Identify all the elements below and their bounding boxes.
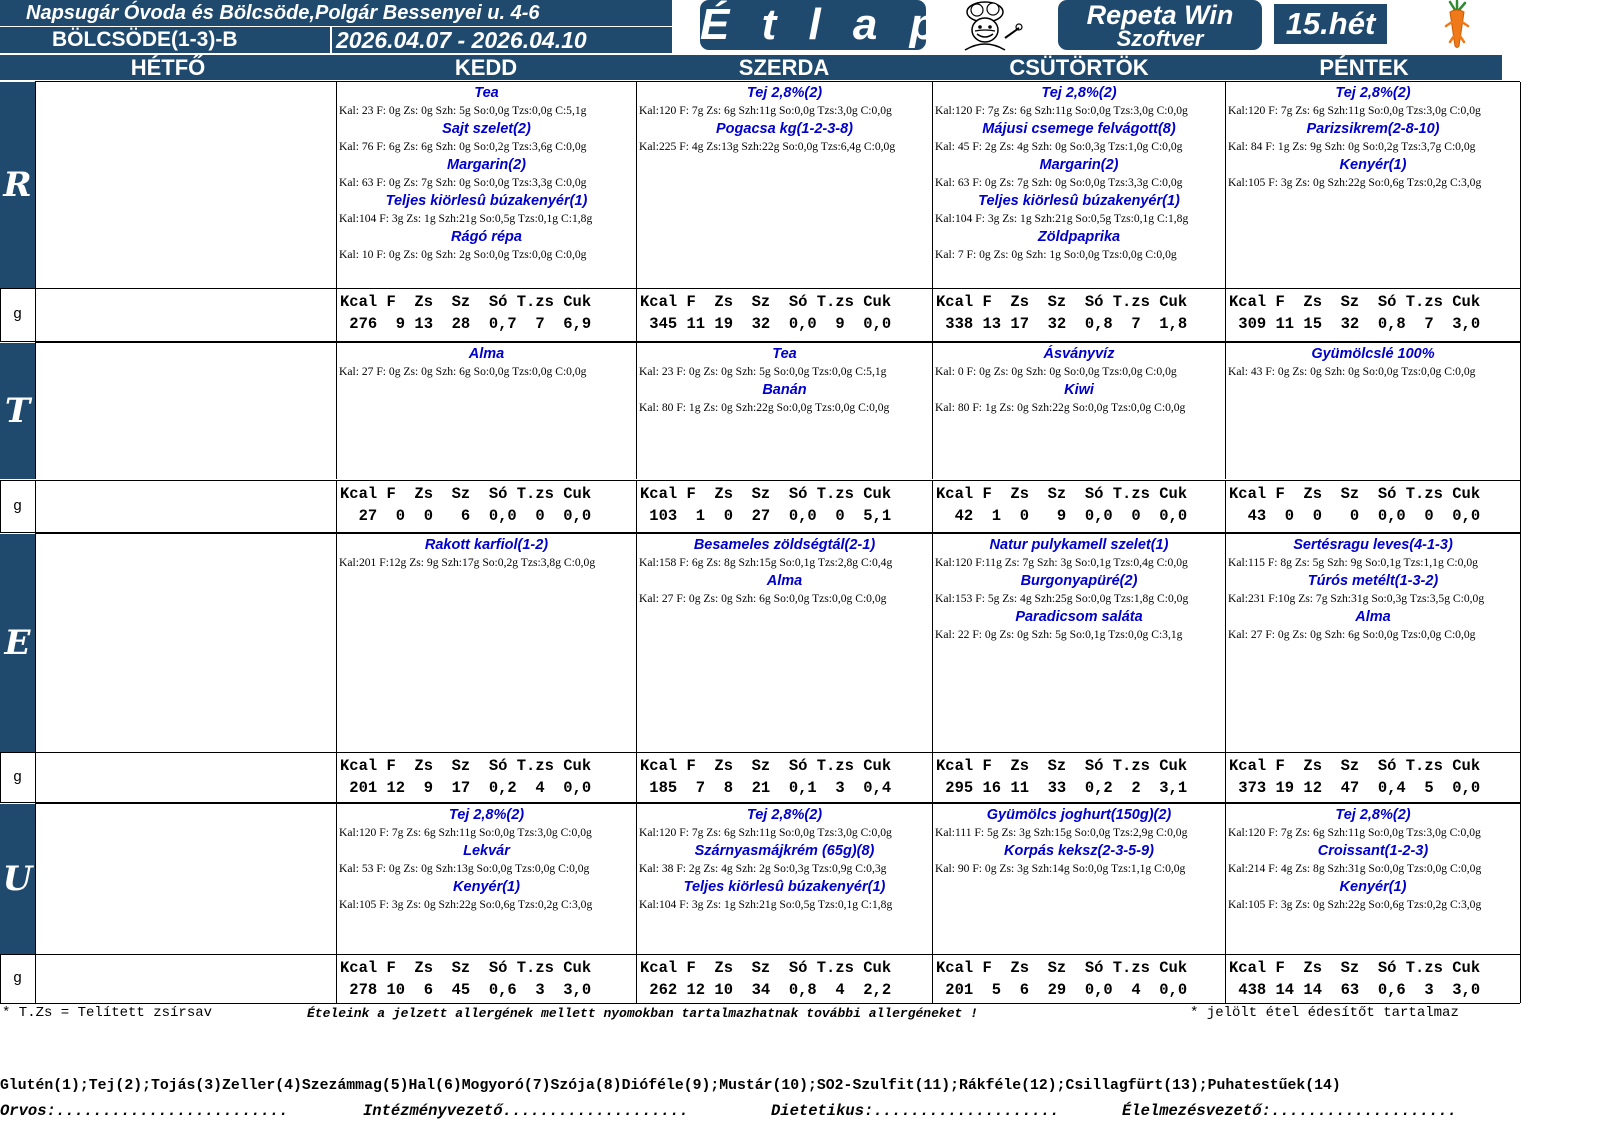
totals-cell-wednesday [636, 481, 932, 532]
row-divider [0, 1003, 1520, 1004]
nutrition-info: Kal: 45 F: 2g Zs: 4g Szh: 0g So:0,3g Tzs:1,0g C:0,0g [935, 140, 1183, 153]
footnote-allergen: Ételeink a jelzett allergének mellett nyomokban tartalmazhatnak további allergéneket ! [307, 1006, 978, 1021]
totals-values: 338 13 17 32 0,8 7 1,8 [936, 315, 1188, 333]
totals-cell-thursday [932, 481, 1225, 532]
meal-label-t: T [0, 343, 35, 479]
food-name: Tej 2,8%(2) [1335, 85, 1411, 101]
totals-header: Kcal F Zs Sz Só T.zs Cuk [340, 293, 592, 311]
menu-cell-t-thursday [932, 343, 1225, 479]
nutrition-info: Kal: 53 F: 0g Zs: 0g Szh:13g So:0,0g Tzs:0,0g C:0,0g [339, 862, 590, 875]
software-name: Repeta Win [1086, 0, 1234, 30]
food-name: Tej 2,8%(2) [1335, 807, 1411, 823]
day-thursday: CSÜTÖRTÖK [1009, 55, 1149, 80]
food-name: Ásványvíz [1043, 346, 1115, 362]
totals-values: 27 0 0 6 0,0 0 0,0 [340, 507, 592, 525]
totals-cell-friday [1225, 955, 1520, 1003]
nutrition-info: Kal:120 F: 7g Zs: 6g Szh:11g So:0,0g Tzs:3,0g C:0,0g [339, 826, 592, 839]
menu-cell-e-friday [1225, 534, 1520, 752]
totals-header: Kcal F Zs Sz Só T.zs Cuk [1229, 757, 1481, 775]
totals-values: 438 14 14 63 0,6 3 3,0 [1229, 981, 1481, 999]
food-name: Croissant(1-2-3) [1317, 843, 1429, 859]
food-name: Sertésragu leves(4-1-3) [1293, 537, 1453, 553]
menu-cell-e-wednesday [636, 534, 932, 752]
nutrition-info: Kal:120 F:11g Zs: 7g Szh: 3g So:0,1g Tzs:0,4g C:0,0g [935, 556, 1188, 569]
nutrition-info: Kal: 84 F: 1g Zs: 9g Szh: 0g So:0,2g Tzs:3,7g C:0,0g [1228, 140, 1476, 153]
totals-header: Kcal F Zs Sz Só T.zs Cuk [1229, 959, 1481, 977]
totals-header: Kcal F Zs Sz Só T.zs Cuk [640, 757, 892, 775]
food-name: Besameles zöldségtál(2-1) [693, 537, 876, 553]
group-name: BÖLCSÖDE(1-3)-B [0, 27, 330, 53]
menu-cell-t-tuesday [336, 343, 636, 479]
totals-cell-monday [35, 481, 336, 532]
totals-header: Kcal F Zs Sz Só T.zs Cuk [640, 485, 892, 503]
meal-label-u: U [0, 804, 35, 954]
totals-header: Kcal F Zs Sz Só T.zs Cuk [340, 485, 592, 503]
food-name: Parizsikrem(2-8-10) [1306, 121, 1440, 137]
nutrition-info: Kal: 7 F: 0g Zs: 0g Szh: 1g So:0,0g Tzs:0,0g C:0,0g [935, 248, 1177, 261]
nutrition-info: Kal: 10 F: 0g Zs: 0g Szh: 2g So:0,0g Tzs:0,0g C:0,0g [339, 248, 587, 261]
nutrition-info: Kal:120 F: 7g Zs: 6g Szh:11g So:0,0g Tzs:3,0g C:0,0g [935, 104, 1188, 117]
totals-values: 309 11 15 32 0,8 7 3,0 [1229, 315, 1481, 333]
school-name: Napsugár Óvoda és Bölcsöde,Polgár Bessenyei u. 4-6 [0, 0, 672, 26]
nutrition-info: Kal: 22 F: 0g Zs: 0g Szh: 5g So:0,1g Tzs:0,0g C:3,1g [935, 628, 1183, 641]
menu-cell-e-thursday [932, 534, 1225, 752]
nutrition-info: Kal:105 F: 3g Zs: 0g Szh:22g So:0,6g Tzs:0,2g C:3,0g [339, 898, 593, 911]
carrot-icon [1440, 0, 1474, 50]
menu-cell-t-friday [1225, 343, 1520, 479]
nutrition-info: Kal:225 F: 4g Zs:13g Szh:22g So:0,0g Tzs:6,4g C:0,0g [639, 140, 896, 153]
day-wednesday: SZERDA [738, 55, 830, 80]
food-name: Tej 2,8%(2) [746, 807, 823, 823]
nutrition-info: Kal:115 F: 8g Zs: 5g Szh: 9g So:0,1g Tzs:1,1g C:0,0g [1228, 556, 1478, 569]
totals-values: 42 1 0 9 0,0 0 0,0 [936, 507, 1188, 525]
sign-catering: Élelmezésvezető:.................... [1122, 1102, 1457, 1120]
menu-cell-u-monday [35, 804, 336, 954]
totals-unit-label: g [0, 955, 34, 1003]
food-name: Burgonyapüré(2) [1020, 573, 1138, 589]
food-name: Tej 2,8%(2) [1041, 85, 1117, 101]
food-name: Kenyér(1) [1339, 879, 1407, 895]
menu-cell-e-monday [35, 534, 336, 752]
totals-header: Kcal F Zs Sz Só T.zs Cuk [1229, 293, 1481, 311]
food-name: Teljes kiörlesû búzakenyér(1) [978, 193, 1180, 209]
totals-values: 201 5 6 29 0,0 4 0,0 [936, 981, 1188, 999]
menu-cell-r-friday [1225, 82, 1520, 288]
nutrition-info: Kal:105 F: 3g Zs: 0g Szh:22g So:0,6g Tzs:0,2g C:3,0g [1228, 176, 1482, 189]
totals-cell-monday [35, 753, 336, 802]
totals-header: Kcal F Zs Sz Só T.zs Cuk [340, 959, 592, 977]
totals-cell-tuesday [336, 481, 636, 532]
totals-values: 345 11 19 32 0,0 9 0,0 [640, 315, 892, 333]
food-name: Szárnyasmájkrém (65g)(8) [694, 843, 875, 859]
nutrition-info: Kal: 0 F: 0g Zs: 0g Szh: 0g So:0,0g Tzs:0,0g C:0,0g [935, 365, 1177, 378]
meal-label-e: E [0, 534, 35, 752]
week-number: 15.hét [1274, 4, 1387, 44]
menu-cell-u-thursday [932, 804, 1225, 954]
day-friday: PÉNTEK [1319, 55, 1409, 80]
food-name: Túrós metélt(1-3-2) [1307, 573, 1439, 589]
sign-director: Intézményvezető.................... [363, 1102, 689, 1120]
software-badge [1058, 0, 1262, 50]
totals-cell-wednesday [636, 289, 932, 341]
nutrition-info: Kal: 27 F: 0g Zs: 0g Szh: 6g So:0,0g Tzs:0,0g C:0,0g [1228, 628, 1476, 641]
totals-cell-thursday [932, 955, 1225, 1003]
menu-cell-t-wednesday [636, 343, 932, 479]
totals-cell-monday [35, 955, 336, 1003]
totals-cell-wednesday [636, 955, 932, 1003]
menu-cell-t-monday [35, 343, 336, 479]
sign-dietitian: Dietetikus:.................... [771, 1102, 1060, 1120]
chef-icon [955, 0, 1025, 52]
menu-cell-r-wednesday [636, 82, 932, 288]
totals-cell-tuesday [336, 955, 636, 1003]
food-name: Zöldpaprika [1037, 229, 1121, 245]
menu-cell-e-tuesday [336, 534, 636, 752]
day-monday: HÉTFŐ [130, 55, 206, 80]
totals-cell-thursday [932, 289, 1225, 341]
food-name: Paradicsom saláta [1015, 609, 1143, 625]
nutrition-info: Kal:231 F:10g Zs: 7g Szh:31g So:0,3g Tzs:3,5g C:0,0g [1228, 592, 1485, 605]
nutrition-info: Kal: 76 F: 6g Zs: 6g Szh: 0g So:0,2g Tzs:3,6g C:0,0g [339, 140, 587, 153]
totals-header: Kcal F Zs Sz Só T.zs Cuk [340, 757, 592, 775]
nutrition-info: Kal: 38 F: 2g Zs: 4g Szh: 2g So:0,3g Tzs:0,9g C:0,3g [639, 862, 887, 875]
food-name: Alma [766, 573, 803, 589]
food-name: Kenyér(1) [453, 879, 520, 895]
food-name: Banán [762, 382, 807, 398]
food-name: Kenyér(1) [1339, 157, 1407, 173]
nutrition-info: Kal:120 F: 7g Zs: 6g Szh:11g So:0,0g Tzs:3,0g C:0,0g [639, 104, 892, 117]
nutrition-info: Kal: 43 F: 0g Zs: 0g Szh: 0g So:0,0g Tzs:0,0g C:0,0g [1228, 365, 1476, 378]
nutrition-info: Kal:201 F:12g Zs: 9g Szh:17g So:0,2g Tzs:3,8g C:0,0g [339, 556, 596, 569]
allergen-list: Glutén(1);Tej(2);Tojás(3)Zeller(4)Szezámmag(5)Hal(6)Mogyoró(7)Szója(8)Dióféle(9);Mustár(10);SO2-Szulfit(11);Rákféle(12);Csillagfürt(13);Puhatestűek(14) [0, 1078, 1341, 1094]
nutrition-info: Kal: 63 F: 0g Zs: 7g Szh: 0g So:0,0g Tzs:3,3g C:0,0g [935, 176, 1183, 189]
totals-header: Kcal F Zs Sz Só T.zs Cuk [640, 959, 892, 977]
nutrition-info: Kal: 90 F: 0g Zs: 3g Szh:14g So:0,0g Tzs:1,1g C:0,0g [935, 862, 1186, 875]
totals-cell-tuesday [336, 753, 636, 802]
menu-cell-u-wednesday [636, 804, 932, 954]
totals-header: Kcal F Zs Sz Só T.zs Cuk [1229, 485, 1481, 503]
totals-values: 373 19 12 47 0,4 5 0,0 [1229, 779, 1481, 797]
food-name: Tej 2,8%(2) [746, 85, 823, 101]
menu-cell-u-friday [1225, 804, 1520, 954]
nutrition-info: Kal:104 F: 3g Zs: 1g Szh:21g So:0,5g Tzs:0,1g C:1,8g [935, 212, 1189, 225]
totals-values: 43 0 0 0 0,0 0 0,0 [1229, 507, 1481, 525]
food-name: Pogacsa kg(1-2-3-8) [716, 121, 853, 137]
menu-cell-r-tuesday [336, 82, 636, 288]
grid-right-border [1520, 82, 1521, 1003]
totals-cell-thursday [932, 753, 1225, 802]
food-name: Tej 2,8%(2) [448, 807, 525, 823]
totals-header: Kcal F Zs Sz Só T.zs Cuk [640, 293, 892, 311]
nutrition-info: Kal:104 F: 3g Zs: 1g Szh:21g So:0,5g Tzs:0,1g C:1,8g [639, 898, 893, 911]
totals-header: Kcal F Zs Sz Só T.zs Cuk [936, 757, 1188, 775]
totals-values: 276 9 13 28 0,7 7 6,9 [340, 315, 592, 333]
nutrition-info: Kal: 80 F: 1g Zs: 0g Szh:22g So:0,0g Tzs:0,0g C:0,0g [935, 401, 1186, 414]
meal-label-r: R [0, 82, 35, 288]
nutrition-info: Kal:120 F: 7g Zs: 6g Szh:11g So:0,0g Tzs:3,0g C:0,0g [1228, 826, 1481, 839]
nutrition-info: Kal:111 F: 5g Zs: 3g Szh:15g So:0,0g Tzs:2,9g C:0,0g [935, 826, 1188, 839]
totals-unit-label: g [0, 289, 34, 341]
food-name: Lekvár [463, 843, 510, 859]
nutrition-info: Kal: 23 F: 0g Zs: 0g Szh: 5g So:0,0g Tzs:0,0g C:5,1g [639, 365, 887, 378]
totals-values: 262 12 10 34 0,8 4 2,2 [640, 981, 892, 999]
nutrition-info: Kal: 27 F: 0g Zs: 0g Szh: 6g So:0,0g Tzs:0,0g C:0,0g [339, 365, 587, 378]
food-name: Gyümölcslé 100% [1311, 346, 1435, 362]
food-name: Kiwi [1064, 382, 1094, 398]
food-name: Alma [1355, 609, 1391, 625]
nutrition-info: Kal: 23 F: 0g Zs: 0g Szh: 5g So:0,0g Tzs:0,0g C:5,1g [339, 104, 587, 117]
nutrition-info: Kal:104 F: 3g Zs: 1g Szh:21g So:0,5g Tzs:0,1g C:1,8g [339, 212, 593, 225]
day-tuesday: KEDD [454, 55, 518, 80]
food-name: Tea [772, 346, 797, 362]
food-name: Teljes kiörlesû búzakenyér(1) [385, 193, 588, 209]
menu-cell-r-monday [35, 82, 336, 288]
nutrition-info: Kal:120 F: 7g Zs: 6g Szh:11g So:0,0g Tzs:3,0g C:0,0g [639, 826, 892, 839]
food-name: Rágó répa [451, 229, 522, 245]
nutrition-info: Kal: 63 F: 0g Zs: 7g Szh: 0g So:0,0g Tzs:3,3g C:0,0g [339, 176, 587, 189]
sign-doctor: Orvos:......................... [0, 1102, 289, 1120]
date-range: 2026.04.07 - 2026.04.10 [332, 27, 672, 53]
totals-values: 278 10 6 45 0,6 3 3,0 [340, 981, 592, 999]
nutrition-info: Kal:120 F: 7g Zs: 6g Szh:11g So:0,0g Tzs:3,0g C:0,0g [1228, 104, 1481, 117]
day-header-bar [0, 55, 1502, 80]
menu-cell-r-thursday [932, 82, 1225, 288]
totals-cell-wednesday [636, 753, 932, 802]
nutrition-info: Kal:214 F: 4g Zs: 8g Szh:31g So:0,0g Tzs:0,0g C:0,0g [1228, 862, 1482, 875]
totals-cell-friday [1225, 289, 1520, 341]
totals-header: Kcal F Zs Sz Só T.zs Cuk [936, 485, 1188, 503]
footnote-sweetener: * jelölt étel édesítőt tartalmaz [1190, 1005, 1459, 1021]
totals-cell-friday [1225, 481, 1520, 532]
totals-values: 295 16 11 33 0,2 2 3,1 [936, 779, 1188, 797]
food-name: Alma [468, 346, 505, 362]
totals-header: Kcal F Zs Sz Só T.zs Cuk [936, 959, 1188, 977]
totals-cell-friday [1225, 753, 1520, 802]
totals-cell-monday [35, 289, 336, 341]
food-name: Sajt szelet(2) [442, 121, 531, 137]
nutrition-info: Kal:153 F: 5g Zs: 4g Szh:25g So:0,0g Tzs:1,8g C:0,0g [935, 592, 1189, 605]
food-name: Korpás keksz(2-3-5-9) [1004, 843, 1154, 859]
food-name: Teljes kiörlesû búzakenyér(1) [683, 879, 886, 895]
totals-values: 201 12 9 17 0,2 4 0,0 [340, 779, 592, 797]
software-subtitle: Szoftver [1116, 26, 1204, 51]
menu-cell-u-tuesday [336, 804, 636, 954]
food-name: Gyümölcs joghurt(150g)(2) [986, 807, 1172, 823]
menu-title: É t l a p [700, 0, 947, 49]
totals-unit-label: g [0, 753, 34, 802]
totals-values: 185 7 8 21 0,1 3 0,4 [640, 779, 892, 797]
totals-header: Kcal F Zs Sz Só T.zs Cuk [936, 293, 1188, 311]
food-name: Margarin(2) [447, 157, 526, 173]
footnote-tzs: * T.Zs = Telített zsírsav [2, 1005, 213, 1021]
food-name: Májusi csemege felvágott(8) [982, 121, 1176, 137]
food-name: Natur pulykamell szelet(1) [989, 537, 1169, 553]
nutrition-info: Kal:158 F: 6g Zs: 8g Szh:15g So:0,1g Tzs:2,8g C:0,4g [639, 556, 893, 569]
nutrition-info: Kal: 27 F: 0g Zs: 0g Szh: 6g So:0,0g Tzs:0,0g C:0,0g [639, 592, 887, 605]
totals-unit-label: g [0, 481, 34, 532]
totals-values: 103 1 0 27 0,0 0 5,1 [640, 507, 892, 525]
food-name: Margarin(2) [1039, 157, 1119, 173]
food-name: Tea [474, 85, 499, 101]
nutrition-info: Kal:105 F: 3g Zs: 0g Szh:22g So:0,6g Tzs:0,2g C:3,0g [1228, 898, 1482, 911]
food-name: Rakott karfiol(1-2) [424, 537, 549, 553]
totals-cell-tuesday [336, 289, 636, 341]
nutrition-info: Kal: 80 F: 1g Zs: 0g Szh:22g So:0,0g Tzs:0,0g C:0,0g [639, 401, 890, 414]
